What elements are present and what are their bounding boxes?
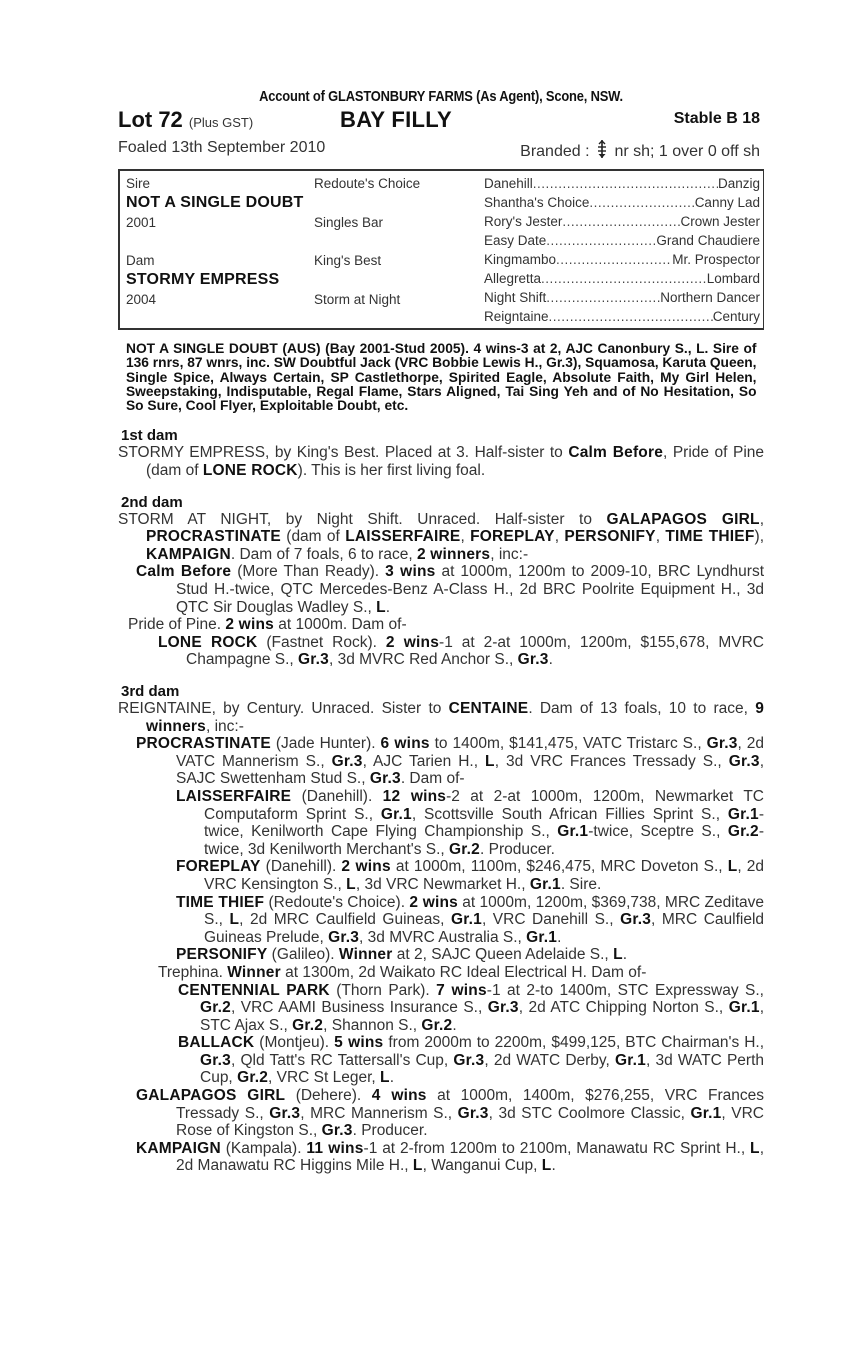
bold-run: L <box>229 911 240 929</box>
bold-run: PROCRASTINATE <box>136 735 271 753</box>
text-run: , Shannon S., <box>323 1016 422 1034</box>
text-run: . <box>452 1016 457 1034</box>
text-run: . <box>385 598 391 616</box>
bold-run: 2 wins <box>409 893 458 911</box>
bold-run: KAMPAIGN <box>136 1139 221 1157</box>
foaling-brand-row <box>118 139 764 163</box>
text-run: at 1000m, 1200m to 2009-10, BRC Lyndhurst Stud H.-twice, QTC Mercedes-Benz A-Class H., 2d BRC Poolrite Equipment H., 3d QTC Sir Douglas Wadley S., <box>176 563 764 616</box>
text-run: . Sire. <box>560 875 602 893</box>
bold-run: Gr.1 <box>727 805 759 823</box>
bold-run: Calm Before <box>568 444 664 462</box>
text-run: , 3d WATC Perth Cup, <box>200 1051 764 1087</box>
bold-run: PERSONIFY <box>176 946 268 964</box>
bold-run: Gr.1 <box>529 875 561 893</box>
text-run: -twice, Kenilworth Cape Flying Championship S., <box>204 805 764 841</box>
text-run: -1 at 2-from 1200m to 2100m, Manawatu RC Sprint H., <box>363 1139 751 1157</box>
text-run: -1 at 2-at 1000m, 1200m, $155,678, MVRC Champagne S., <box>186 633 765 669</box>
bold-run: FOREPLAY <box>176 858 261 876</box>
text-run: , Wanganui Cup, <box>422 1157 542 1175</box>
ancestor-name: Reigntaine <box>484 309 549 324</box>
text-run: at 1300m, 2d Waikato RC Ideal Electrical H. Dam of- <box>280 963 647 981</box>
text-run: to 1400m, $141,475, VATC Tristarc S., <box>429 735 707 753</box>
ancestor-sire: Danzig <box>717 176 760 191</box>
ancestor-name: Rory's Jester <box>484 214 563 229</box>
text-run: at 2, SAJC Queen Adelaide S., <box>392 946 614 964</box>
bold-run: 2 wins <box>385 633 440 651</box>
pedigree-paragraph <box>128 616 764 634</box>
bold-run: 2 wins <box>225 616 274 634</box>
text-run: -twice, Sceptre S., <box>588 823 728 841</box>
bold-run: LAISSERFAIRE <box>176 787 292 805</box>
ancestor-sire: Crown Jester <box>680 214 760 229</box>
pedigree-paragraph <box>118 444 764 479</box>
bold-run: Winner <box>227 963 281 981</box>
pedigree-paragraph <box>136 735 764 788</box>
bold-run: LONE ROCK <box>158 633 258 651</box>
vendor-account-line: Account of GLASTONBURY FARMS (As Agent), Scone, NSW. <box>259 88 623 105</box>
section-body <box>118 511 764 669</box>
text-run: (Kampala). <box>220 1139 307 1157</box>
section-body <box>118 444 764 479</box>
bold-run: 5 wins <box>334 1034 384 1052</box>
text-run: , 2d VATC Mannerism S., <box>176 735 765 770</box>
ancestor-sire: Century <box>712 309 760 324</box>
bold-run: PROCRASTINATE <box>146 528 281 546</box>
bold-run: Gr.2 <box>200 999 231 1017</box>
grandparent-row <box>484 309 760 324</box>
text-run: , 2d VRC Kensington S., <box>204 858 765 893</box>
bold-run: Gr.3 <box>453 1051 485 1069</box>
text-run: (Jade Hunter). <box>270 735 381 753</box>
bold-run: CENTAINE <box>448 700 529 718</box>
text-run: ), <box>754 528 764 546</box>
catalogue-page <box>118 88 764 1175</box>
bold-run: Gr.3 <box>517 651 549 669</box>
grandparent-row <box>484 233 760 248</box>
section-heading: 1st dam <box>121 427 178 445</box>
bold-run: Gr.3 <box>728 752 760 770</box>
bold-run: Gr.1 <box>380 805 412 823</box>
pedigree-paragraph <box>136 1140 764 1175</box>
ancestor-sire: Northern Dancer <box>660 290 760 305</box>
section-1st-dam <box>118 427 764 479</box>
bold-run: TIME THIEF <box>176 893 265 911</box>
section-heading: 3rd dam <box>121 683 180 701</box>
text-run: . <box>389 1069 395 1087</box>
text-run: (Fastnet Rock). <box>257 633 386 651</box>
leader-dots <box>556 252 672 267</box>
text-run: , 2d MRC Caulfield Guineas, <box>239 911 451 929</box>
text-run: , VRC St Leger, <box>268 1069 381 1087</box>
bold-run: Winner <box>338 946 393 964</box>
text-run: , Pride of Pine (dam of <box>146 444 764 480</box>
bold-run: 4 wins <box>371 1087 427 1105</box>
section-heading: 2nd dam <box>121 493 183 511</box>
text-run: , <box>655 528 666 546</box>
bold-run: Gr.3 <box>269 1104 301 1122</box>
text-run: . Dam of 13 foals, 10 to race, <box>528 700 756 718</box>
bold-run: L <box>485 752 495 770</box>
bold-run: Gr.1 <box>728 999 760 1017</box>
pedigree-paragraph <box>136 1087 764 1140</box>
ancestor-name: Allegretta <box>484 271 542 286</box>
ancestor-sire: Lombard <box>706 271 760 286</box>
text-run: (More Than Ready). <box>231 563 386 581</box>
bold-run: L <box>380 1069 390 1087</box>
branded-label: Branded : <box>520 143 590 160</box>
bold-run: 11 wins <box>306 1139 364 1157</box>
bold-run: 2 wins <box>341 858 391 876</box>
bold-run: L <box>541 1157 552 1175</box>
text-run: , VRC AAMI Business Insurance S., <box>230 999 488 1017</box>
leader-dots <box>533 176 718 191</box>
text-run: (Montjeu). <box>254 1034 335 1052</box>
grandparent-row <box>484 176 760 191</box>
text-run: -2 at 2-at 1000m, 1200m, Newmarket TC Computaform Sprint S., <box>204 787 764 823</box>
text-run: REIGNTAINE, by Century. Unraced. Sister to <box>118 700 449 718</box>
ancestor-name: Danehill <box>484 176 533 191</box>
text-run: , SAJC Swettenham Stud S., <box>176 752 764 788</box>
section-2nd-dam <box>118 494 764 669</box>
text-run: , 3d VRC Newmarket H., <box>355 875 530 893</box>
lot-label: Lot 72 <box>118 107 183 132</box>
text-run: . Producer. <box>480 840 555 858</box>
bold-run: 3 wins <box>385 563 436 581</box>
stable-location: Stable B 18 <box>673 110 760 127</box>
dam-year: 2004 <box>126 292 157 307</box>
bold-run: 6 wins <box>380 735 430 753</box>
text-run: . Producer. <box>352 1122 428 1140</box>
ancestor-name: Shantha's Choice <box>484 195 590 210</box>
bold-run: Gr.1 <box>451 911 482 929</box>
text-run: . Dam of- <box>400 770 465 788</box>
bold-run: 9 winners <box>146 700 765 735</box>
bold-run: KAMPAIGN <box>146 545 231 563</box>
lot-header-row <box>118 107 764 135</box>
text-run: , 2d Manawatu RC Higgins Mile H., <box>176 1139 764 1175</box>
bold-run: Gr.3 <box>620 911 652 929</box>
leader-dots <box>589 195 694 210</box>
bold-run: Gr.3 <box>328 928 360 946</box>
brand-mark-icon <box>596 139 608 159</box>
text-run: at 1000m, 1100m, $246,475, MRC Doveton S., <box>390 858 728 876</box>
text-run: Pride of Pine. <box>128 616 226 634</box>
bold-run: Gr.3 <box>331 752 363 770</box>
text-run: . <box>557 928 562 946</box>
text-run: STORMY EMPRESS, by King's Best. Placed at 3. Half-sister to <box>118 444 569 462</box>
text-run: (Redoute's Choice). <box>264 893 410 911</box>
bold-run: Gr.3 <box>321 1122 353 1140</box>
text-run: (Dehere). <box>285 1087 372 1105</box>
bold-run: 2 winners <box>416 545 491 563</box>
text-run: (Danehill). <box>291 787 383 805</box>
section-3rd-dam <box>118 683 764 1175</box>
grandparent-row <box>484 271 760 286</box>
text-run: (Galileo). <box>267 946 339 964</box>
text-run: (Thorn Park). <box>329 981 437 999</box>
bold-run: Gr.1 <box>526 928 558 946</box>
branded-detail: nr sh; 1 over 0 off sh <box>614 143 760 160</box>
text-run: (dam of <box>280 528 346 546</box>
dam-sire: King's Best <box>314 253 382 268</box>
bold-run: L <box>727 858 738 876</box>
text-run: , inc:- <box>490 545 529 563</box>
bold-run: LAISSERFAIRE <box>345 528 461 546</box>
bold-run: L <box>346 875 356 893</box>
ancestor-name: Night Shift <box>484 290 547 305</box>
text-run: , 2d WATC Derby, <box>484 1051 616 1069</box>
bold-run: Gr.3 <box>457 1104 489 1122</box>
text-run: at 1000m. Dam of- <box>273 616 407 634</box>
bold-run: Gr.2 <box>449 840 481 858</box>
text-run: . <box>548 651 553 669</box>
sire-label: Sire <box>126 176 151 191</box>
bold-run: Gr.1 <box>690 1104 722 1122</box>
bold-run: GALAPAGOS GIRL <box>136 1087 286 1105</box>
text-run: , Scottsville South African Fillies Sprint S., <box>411 805 728 823</box>
bold-run: Gr.2 <box>237 1069 269 1087</box>
text-run: . <box>622 946 628 964</box>
ancestor-name: Easy Date <box>484 233 547 248</box>
lot-number <box>118 107 253 133</box>
pedigree-paragraph <box>118 511 764 564</box>
bold-run: L <box>376 598 386 616</box>
leader-dots <box>546 290 660 305</box>
bold-run: FOREPLAY <box>470 528 555 546</box>
text-run: , 3d STC Coolmore Classic, <box>488 1104 691 1122</box>
bold-run: Gr.1 <box>615 1051 646 1069</box>
bold-run: L <box>613 946 623 964</box>
pedigree-table <box>118 169 764 330</box>
sire-sire: Redoute's Choice <box>314 176 421 191</box>
text-run: , 2d ATC Chipping Norton S., <box>518 999 729 1017</box>
bold-run: Gr.3 <box>706 735 738 753</box>
leader-dots <box>562 214 680 229</box>
bold-run: PERSONIFY <box>564 528 656 546</box>
text-run: at 1000m, 1200m, $369,738, MRC Zeditave S., <box>204 893 764 929</box>
text-run: , <box>554 528 565 546</box>
text-run: . <box>551 1157 556 1175</box>
sire-name: NOT A SINGLE DOUBT <box>126 194 304 211</box>
text-run: , STC Ajax S., <box>200 999 764 1034</box>
text-run: STORM AT NIGHT, by Night Shift. Unraced. Half-sister to <box>118 510 607 528</box>
foaled-date: Foaled 13th September 2010 <box>118 139 326 156</box>
bold-run: Gr.2 <box>421 1016 453 1034</box>
text-run: ). This is her first living foal. <box>297 462 486 480</box>
bold-run: CENTENNIAL PARK <box>178 981 330 999</box>
bold-run: LONE ROCK <box>202 462 298 480</box>
bold-run: TIME THIEF <box>665 528 755 546</box>
text-run: , Qld Tatt's RC Tattersall's Cup, <box>230 1051 454 1069</box>
text-run: from 2000m to 2200m, $499,125, BTC Chairman's H., <box>383 1034 765 1052</box>
ancestor-name: Kingmambo <box>484 252 557 267</box>
bold-run: 12 wins <box>382 787 447 805</box>
text-run: , MRC Caulfield Guineas Prelude, <box>204 911 765 946</box>
family-sections <box>118 427 764 1175</box>
text-run: , MRC Mannerism S., <box>300 1104 458 1122</box>
text-run: , AJC Tarien H., <box>362 752 486 770</box>
sire-year: 2001 <box>126 215 157 230</box>
horse-description: BAY FILLY <box>340 107 452 132</box>
bold-run: Gr.3 <box>487 999 519 1017</box>
text-run: , <box>759 510 764 528</box>
grandparent-row <box>484 195 760 210</box>
sire-summary: NOT A SINGLE DOUBT (AUS) (Bay 2001-Stud 2005). 4 wins-3 at 2, AJC Canonbury S., L. Sire of 136 rnrs, 87 wnrs, inc. SW Doubtful Jack (VRC Bobbie Lewis H., Gr.3), Squamosa, Karuta Queen, Single Spice, Always Certain, SP Castlethorpe, Spirited Eagle, Absolute Faith, My Girl Helen, Sweepstaking, Indisputable, Regal Flame, Stars Aligned, Tai Sing Yeh and of No Hesitation, So So Sure, Cool Flyer, Exploitable Doubt, etc. <box>126 341 757 415</box>
text-run: , inc:- <box>205 717 244 735</box>
ancestor-sire: Canny Lad <box>694 195 760 210</box>
bold-run: Calm Before <box>136 563 232 581</box>
bold-run: BALLACK <box>178 1034 255 1052</box>
pedigree-paragraph <box>158 964 764 982</box>
bold-run: L <box>750 1139 760 1157</box>
dam-label: Dam <box>126 253 155 268</box>
grandparent-row <box>484 290 760 305</box>
pedigree-paragraph <box>176 894 764 947</box>
text-run: . Dam of 7 foals, 6 to race, <box>230 545 417 563</box>
text-run: -1 at 2-to 1400m, STC Expressway S., <box>486 981 764 999</box>
text-run: , VRC Danehill S., <box>481 911 621 929</box>
bold-run: L <box>412 1157 423 1175</box>
pedigree-paragraph <box>158 634 764 669</box>
text-run: , <box>460 528 471 546</box>
pedigree-paragraph <box>178 982 764 1035</box>
ancestor-sire: Grand Chaudiere <box>656 233 760 248</box>
bold-run: Gr.1 <box>557 823 589 841</box>
leader-dots <box>546 233 656 248</box>
section-body <box>118 700 764 1175</box>
pedigree-paragraph <box>176 858 764 893</box>
text-run: , 3d MVRC Red Anchor S., <box>328 651 518 669</box>
leader-dots <box>549 309 713 324</box>
pedigree-paragraph <box>176 788 764 858</box>
bold-run: Gr.3 <box>200 1051 231 1069</box>
brand-description <box>520 139 760 161</box>
pedigree-paragraph <box>176 946 764 964</box>
pedigree-paragraph <box>178 1034 764 1087</box>
bold-run: Gr.2 <box>727 823 759 841</box>
grandparent-row <box>484 214 760 229</box>
dam-name: STORMY EMPRESS <box>126 271 280 288</box>
bold-run: Gr.2 <box>292 1016 324 1034</box>
text-run: (Danehill). <box>260 858 342 876</box>
text-run: Trephina. <box>158 963 228 981</box>
sire-dam: Singles Bar <box>314 215 384 230</box>
grandparent-row <box>484 252 760 267</box>
pedigree-paragraph <box>136 563 764 616</box>
text-run: at 1000m, 1400m, $276,255, VRC Frances Tressady S., <box>176 1087 764 1122</box>
dam-dam: Storm at Night <box>314 292 401 307</box>
text-run: , 3d VRC Frances Tressady S., <box>494 752 729 770</box>
pedigree-paragraph <box>118 700 764 735</box>
text-run: -twice, 3d Kenilworth Merchant's S., <box>204 823 764 858</box>
ancestor-sire: Mr. Prospector <box>672 252 760 267</box>
lot-gst-note: (Plus GST) <box>188 115 254 130</box>
leader-dots <box>541 271 707 286</box>
text-run: , 3d MVRC Australia S., <box>359 928 527 946</box>
text-run: , VRC Rose of Kingston S., <box>176 1104 764 1140</box>
bold-run: Gr.3 <box>298 651 329 669</box>
bold-run: 7 wins <box>436 981 487 999</box>
bold-run: Gr.3 <box>369 770 401 788</box>
bold-run: GALAPAGOS GIRL <box>606 510 760 528</box>
